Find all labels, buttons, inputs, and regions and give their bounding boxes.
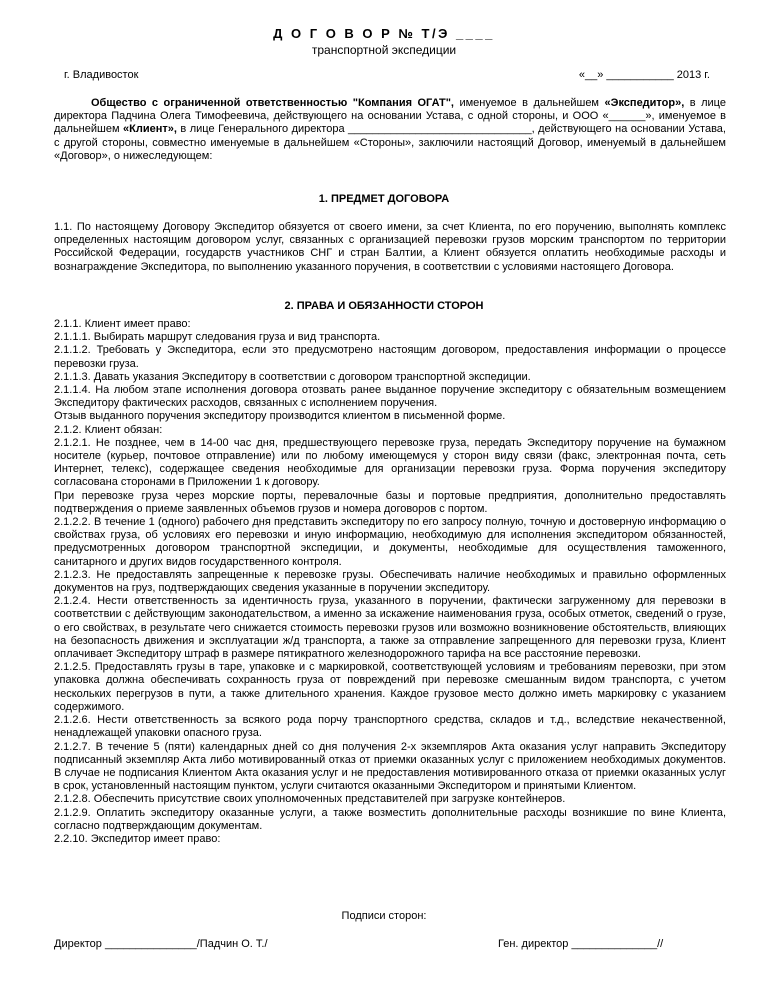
signature-client: Ген. директор ______________//	[498, 938, 664, 950]
clause-1-1: 1.1. По настоящему Договору Экспедитор обязуется от своего имени, за счет Клиента, по его поручению, выполнять комплекс определенных настоящим договором услуг, связанных с организацией перевозки грузов морским транспортом по территории Российской Федерации, государств участников СНГ и стран Балтии, а Клиент обязуется оплатить необходимые расходы и вознаграждение Экспедитора, по выполнению указанного поручения, в соответствии с условиями настоящего Договора.	[54, 221, 726, 273]
section-2-body	[54, 318, 726, 846]
clause-line: 2.1.2.9. Оплатить экспедитору оказанные услуги, а также возместить дополнительные расходы возникшие по вине Клиента, согласно подтверждающим документам.	[54, 806, 726, 832]
preamble-part: в лице директора Падчина Олега Тимофеевича, действующего на основании Устава, с одной стороны, и ООО «______», именуемое в дальнейшем	[54, 97, 726, 136]
clause-line: 2.1.1. Клиент имеет право:	[54, 318, 191, 330]
clause-line: 2.1.1.4. На любом этапе исполнения договора отозвать ранее выданное поручение экспедитору с обязательным возмещением Экспедитору фактических расходов, связанных с исполнением поручения.	[54, 384, 726, 410]
section-2-heading: 2. ПРАВА И ОБЯЗАННОСТИ СТОРОН	[284, 300, 484, 312]
clause-line: Отзыв выданного поручения экспедитору производится клиентом в письменной форме.	[54, 410, 506, 423]
clause-line: 2.1.2.4. Нести ответственность за идентичность груза, указанного в поручении, фактически загруженному для перевозки в соответствии с действующим законодательством, а именно за искажение наименования груза, особых отметок, сведений о грузе, о его свойствах, в результате чего снижается стоимость перевозки грузов или возможно возникновение обстоятельств, влияющих на безопасность движения и эксплуатации ж/д транспорта, а также за отправление запрещенного для перевозки груза, Клиент оплачивает Экспедитору штраф в размере пятикратного железнодорожного тарифа на все расстояние перевозки.	[54, 595, 726, 661]
clause-line: 2.1.2.3. Не предоставлять запрещенные к перевозке грузы. Обеспечивать наличие необходимых и правильно оформленных документов на груз, подтверждающих сведения указанные в поручении экспедитору.	[54, 568, 726, 595]
preamble-part: в лице Генерального директора ______________________________, действующего на основании Устава, с другой стороны, совместно именуемые в дальнейшем «Стороны», заключили настоящий Договор, именуемый в дальнейшем «Договор», о нижеследующем:	[54, 123, 726, 162]
clause-line: 2.1.1.2. Требовать у Экспедитора, если это предусмотрено настоящим договором, предоставления информации о процессе перевозки груза.	[54, 344, 726, 370]
clause-line: 2.1.2. Клиент обязан:	[54, 423, 163, 436]
section-1-heading: 1. ПРЕДМЕТ ДОГОВОРА	[318, 193, 450, 205]
clause-line: 2.1.2.7. В течение 5 (пяти) календарных дней со дня получения 2-х экземпляров Акта оказания услуг направить Экспедитору подписанный экземпляр Акта либо мотивированный отказ от приемки оказанных услуг с приложением необходимых документов. В случае не подписания Клиентом Акта оказания услуг и не предоставления мотивированного отказа от приемки оказанных услуг в срок, установленный настоящим пунктом, услуги считаются оказанными Экспедитором и принятыми Клиентом.	[54, 740, 726, 793]
forwarder-term: «Экспедитор»,	[604, 97, 685, 109]
document-title: Д О Г О В О Р № Т/Э ____	[273, 26, 495, 41]
contract-date: «__» ___________ 2013 г.	[578, 69, 710, 81]
preamble	[54, 97, 726, 163]
clause-line: 2.1.2.2. В течение 1 (одного) рабочего дня представить экспедитору по его запросу полную, точную и достоверную информацию о свойствах груза, об условиях его перевозки и иную информацию, необходимую для исполнения экспедитором обязанностей, предусмотренных договором транспортной экспедиции, и документы, необходимые для осуществления таможенного, санитарного и других видов государственного контроля.	[54, 516, 726, 568]
signatures-title: Подписи сторон:	[341, 910, 427, 922]
document-subtitle: транспортной экспедиции	[311, 43, 457, 57]
client-term: «Клиент»,	[123, 123, 177, 136]
preamble-part: именуемое в дальнейшем	[453, 97, 605, 109]
clause-line: 2.1.1.3. Давать указания Экспедитору в соответствии с договором транспортной экспедиции.	[54, 370, 531, 383]
clause-line: 2.1.2.5. Предоставлять грузы в таре, упаковке и с маркировкой, соответствующей условиям и требованиям перевозки, при этом упаковка должна обеспечивать сохранность груза от повреждений при перевозке смешанным видом транспорта, с учетом нескольких перегрузов в пути, а также длительного хранения. Каждое грузовое место должно иметь маркировку с указанием содержимого.	[54, 661, 726, 713]
clause-line: 2.1.2.6. Нести ответственность за всякого рода порчу транспортного средства, складов и т.д., вследствие некачественной, ненадлежащей упаковки опасного груза.	[54, 714, 726, 740]
clause-line: 2.1.2.1. Не позднее, чем в 14-00 час дня, предшествующего перевозке груза, передать Экспедитору поручение на бумажном носителе (курьер, почтовое отправление) или по любому имеющемуся у сторон виду связи (факс, электронная почта, сеть Интернет, телекс), содержащее сведения необходимые для организации перевозки груза. Форма поручения экспедитору согласована сторонами в Приложении 1 к договору.	[54, 436, 726, 489]
section-1-body	[54, 221, 726, 274]
preamble-text	[54, 97, 726, 163]
signature-forwarder: Директор _______________/Падчин О. Т./	[54, 938, 268, 950]
clause-line: 2.1.2.8. Обеспечить присутствие своих уполномоченных представителей при загрузке контейнеров.	[54, 793, 566, 806]
clause-line: 2.1.1.1. Выбирать маршрут следования груза и вид транспорта.	[54, 331, 381, 344]
clause-line: 2.2.10. Экспедитор имеет право:	[54, 832, 221, 845]
contract-city: г. Владивосток	[64, 69, 139, 81]
company-name: Общество с ограниченной ответственностью "Компания ОГАТ",	[91, 97, 454, 109]
clause-line: При перевозке груза через морские порты, перевалочные базы и портовые предприятия, дополнительно предоставлять подтверждения о приеме заявленных объемов грузов и номера договоров с портом.	[54, 489, 726, 515]
